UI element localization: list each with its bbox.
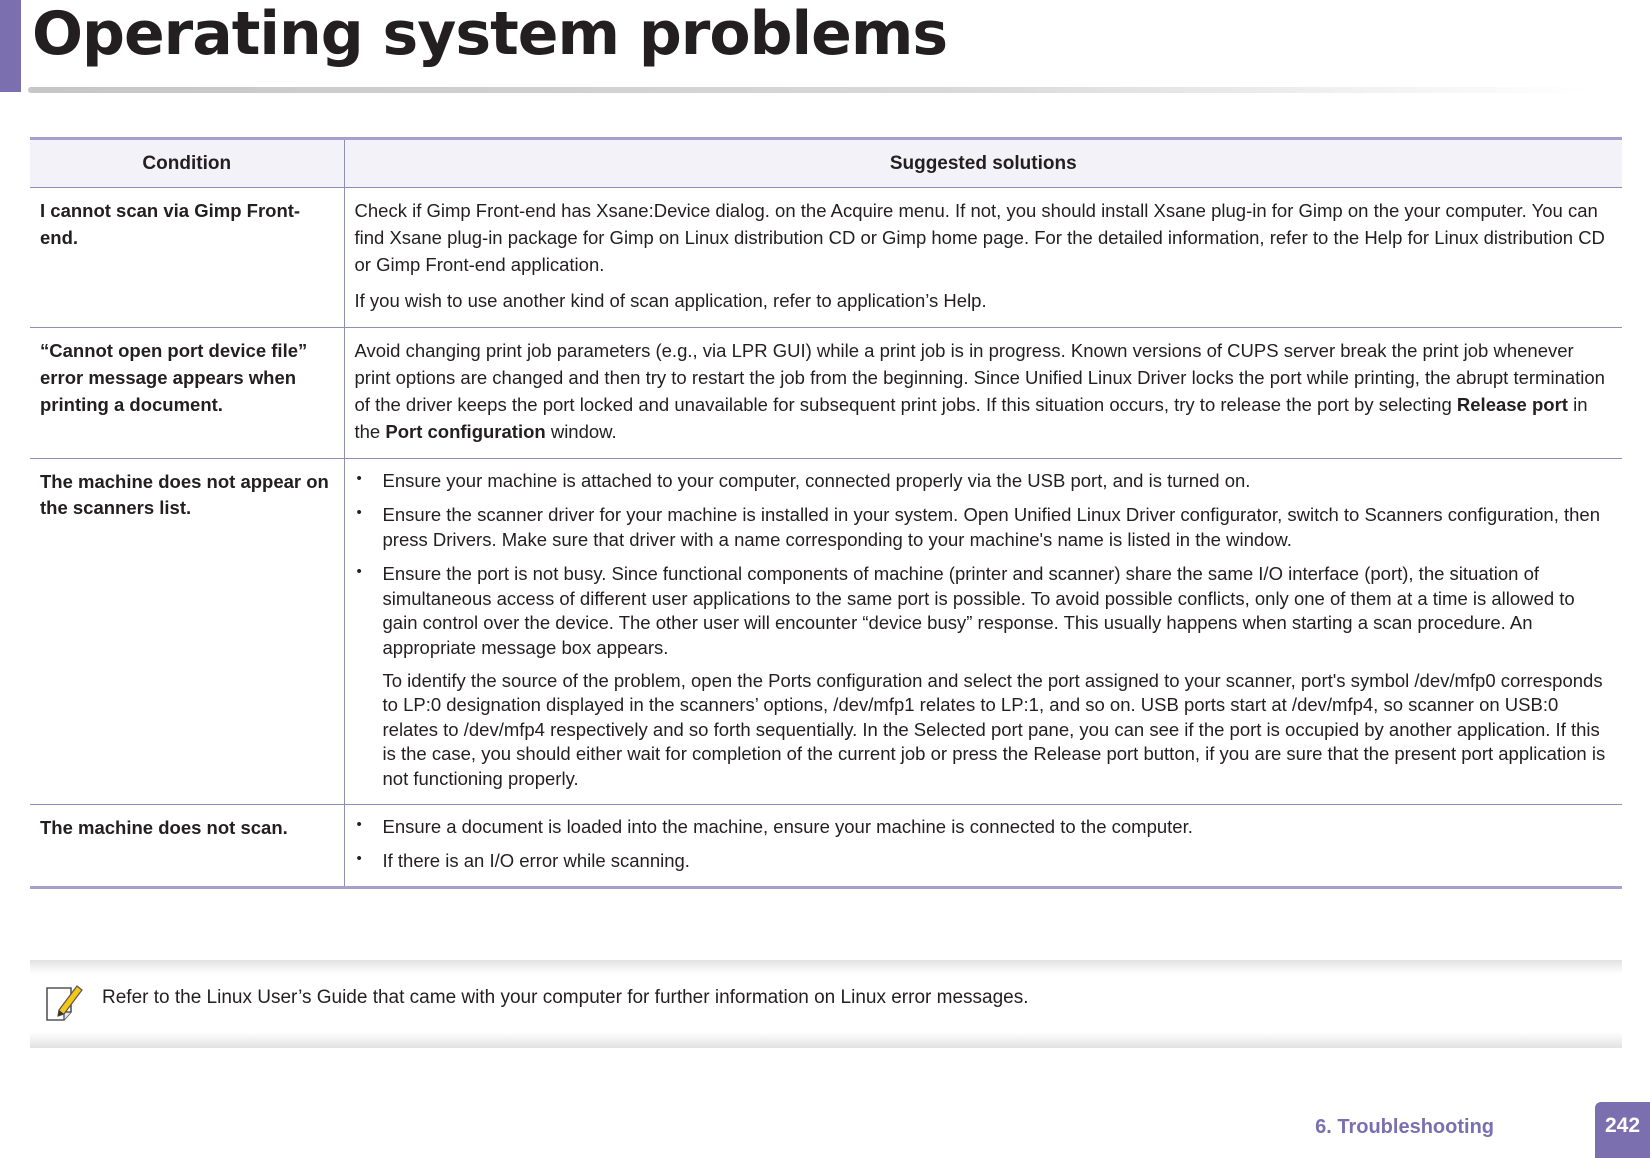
solution-paragraph: [355, 338, 1611, 445]
header-condition: Condition: [30, 139, 344, 188]
solution-text: Avoid changing print job parameters (e.g., via LPR GUI) while a print job is in progress. Known versions of CUPS server break the print job whenever print options are changed and then try to restart the job from the beginning. Since Unified Linux Driver locks the port while printing, the abrupt termination of the driver keeps the port locked and unavailable for subsequent print jobs. If this situation occurs, try to release the port by selecting: [354, 340, 1605, 415]
solution-cell: [344, 458, 1622, 804]
solution-text: window.: [545, 420, 617, 442]
table-row: [30, 328, 1622, 458]
table-row: [30, 458, 1622, 804]
release-port-label: Release port: [1456, 393, 1568, 415]
bullet-continuation: To identify the source of the problem, open the Ports configuration and select the port assigned to your scanner, port's symbol /dev/mfp0 corresponds to LP:0 designation displayed in the scanners’ options, /dev/mfp1 relates to LP:1, and so on. USB ports start at /dev/mfp4, so scanner on USB:0 relates to /dev/mfp4 respectively and so forth sequentially. In the Selected port pane, you can see if the port is occupied by another application. If this is the case, you should either wait for completion of the current job or press the Release port button, if you are sure that the present port application is not functioning properly.: [382, 669, 1606, 790]
solution-paragraph: Check if Gimp Front-end has Xsane:Device dialog. on the Acquire menu. If not, you should install Xsane plug-in for Gimp on the your computer. You can find Xsane plug-in package for Gimp on Linux distribution CD or Gimp home page. For the detailed information, refer to the Help for Linux distribution CD or Gimp Front-end application.: [354, 200, 1605, 275]
table-row: [30, 188, 1622, 328]
condition-cell: “Cannot open port device file” error message appears when printing a document.: [30, 328, 344, 458]
solution-bullet-list: [355, 815, 1611, 874]
bullet-item: • Ensure the scanner driver for your machine is installed in your system. Open Unified Linux Driver configurator, switch to Scanners configuration, then press Drivers. Make sure that driver with a name corresponding to your machine's name is listed in the window.: [355, 503, 1611, 552]
table-header-row: [30, 139, 1622, 188]
page-number: 242: [1595, 1102, 1650, 1158]
page-title: Operating system problems: [32, 0, 948, 69]
bullet-item: • If there is an I/O error while scanning.: [355, 849, 1611, 874]
bullet-item: • Ensure a document is loaded into the machine, ensure your machine is connected to the computer.: [355, 815, 1611, 840]
solution-paragraph: If you wish to use another kind of scan application, refer to application’s Help.: [354, 290, 987, 312]
solution-cell: [344, 328, 1622, 458]
bullet-item: [355, 562, 1611, 791]
title-accent-bar: [0, 0, 21, 92]
condition-cell: The machine does not scan.: [30, 804, 344, 887]
footer-chapter-label: 6. Troubleshooting: [1315, 1116, 1494, 1138]
solution-text: in the: [354, 393, 1588, 442]
note-text: Refer to the Linux User’s Guide that came with your computer for further information on Linux error messages.: [102, 987, 1029, 1008]
bullet-item: • Ensure your machine is attached to your computer, connected properly via the USB port, and is turned on.: [355, 469, 1611, 494]
title-divider: [28, 87, 1588, 93]
condition-cell: I cannot scan via Gimp Front-end.: [30, 188, 344, 328]
table-row: [30, 804, 1622, 887]
header-solutions: Suggested solutions: [889, 152, 1077, 174]
note-box: [30, 960, 1622, 1048]
port-configuration-label: Port configuration: [385, 420, 546, 442]
solution-bullet-list: [355, 469, 1611, 792]
solution-cell: [344, 804, 1622, 887]
condition-cell: The machine does not appear on the scanners list.: [30, 458, 344, 804]
troubleshooting-table: [30, 137, 1622, 889]
solution-cell: [344, 188, 1622, 328]
note-pencil-icon: [44, 982, 84, 1026]
bullet-text: Ensure the port is not busy. Since functional components of machine (printer and scanner) share the same I/O interface (port), the situation of simultaneous access of different user applications to the same port is possible. To avoid possible conflicts, only one of them at a time is allowed to gain control over the device. The other user will encounter “device busy” response. This usually happens when starting a scan procedure. An appropriate message box appears.: [382, 563, 1575, 659]
